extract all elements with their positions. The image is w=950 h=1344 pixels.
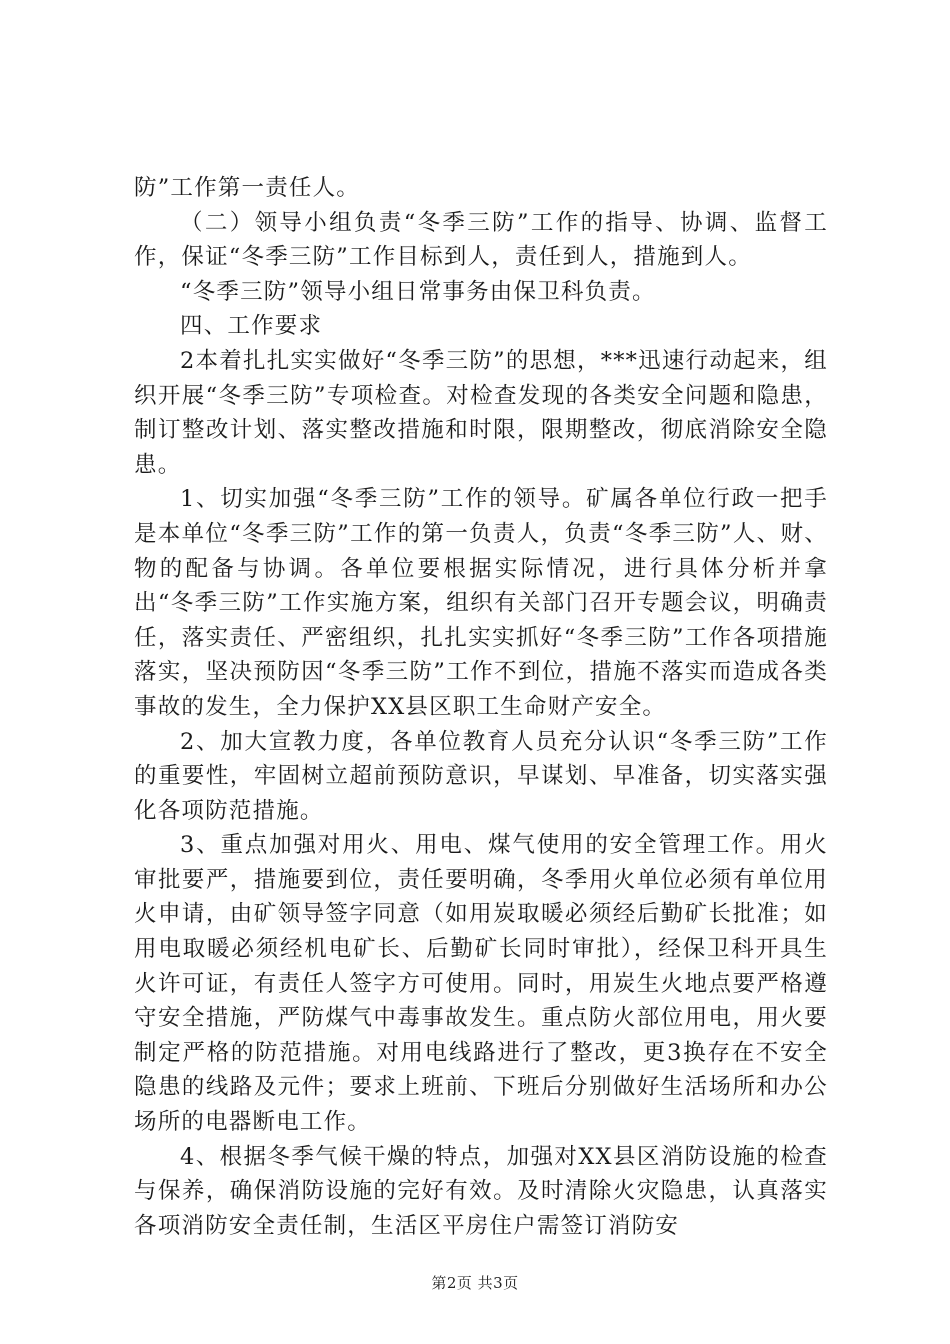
paragraph-leadership-duty: （二）领导小组负责“冬季三防”工作的指导、协调、监督工作，保证“冬季三防”工作目标到人，责任到人，措施到人。	[134, 209, 828, 271]
page-number-footer: 第2页 共3页	[431, 1274, 519, 1292]
paragraph-inspection: 2本着扎扎实实做好“冬季三防”的思想，***迅速行动起来，组织开展“冬季三防”专项检查。对检查发现的各类安全问题和隐患，制订整改计划、落实整改措施和时限，限期整改，彻底消除安全隐患。	[134, 347, 828, 478]
paragraph-item-4: 4、根据冬季气候干燥的特点，加强对XX县区消防设施的检查与保养，确保消防设施的完好有效。及时清除火灾隐患，认真落实各项消防安全责任制，生活区平房住户需签订消防安	[134, 1143, 828, 1239]
paragraph-continuation: 防”工作第一责任人。	[134, 175, 361, 201]
paragraph-item-2: 2、加大宣教力度，各单位教育人员充分认识“冬季三防”工作的重要性，牢固树立超前预防意识，早谋划、早准备，切实落实强化各项防范措施。	[134, 728, 828, 824]
section-heading-work-requirements: 四、工作要求	[180, 313, 323, 340]
paragraph-daily-affairs: “冬季三防”领导小组日常事务由保卫科负责。	[180, 278, 656, 305]
paragraph-item-3: 3、重点加强对用火、用电、煤气使用的安全管理工作。用火审批要严，措施要到位，责任要明确，冬季用火单位必须有单位用火申请，由矿领导签字同意（如用炭取暖必须经后勤矿长批准；如用电取暖必须经机电矿长、后勤矿长同时审批），经保卫科开具生火许可证，有责任人签字方可使用。同时，用炭生火地点要严格遵守安全措施，严防煤气中毒事故发生。重点防火部位用电，用火要制定严格的防范措施。对用电线路进行了整改，更3换存在不安全隐患的线路及元件；要求上班前、下班后分别做好生活场所和办公场所的电器断电工作。	[134, 832, 828, 1136]
document-body	[134, 171, 828, 1243]
paragraph-item-1: 1、切实加强“冬季三防”工作的领导。矿属各单位行政一把手是本单位“冬季三防”工作的第一负责人，负责“冬季三防”人、财、物的配备与协调。各单位要根据实际情况，进行具体分析并拿出“冬季三防”工作实施方案，组织有关部门召开专题会议，明确责任，落实责任、严密组织，扎扎实实抓好“冬季三防”工作各项措施落实，坚决预防因“冬季三防”工作不到位，措施不落实而造成各类事故的发生，全力保护XX县区职工生命财产安全。	[134, 486, 828, 720]
